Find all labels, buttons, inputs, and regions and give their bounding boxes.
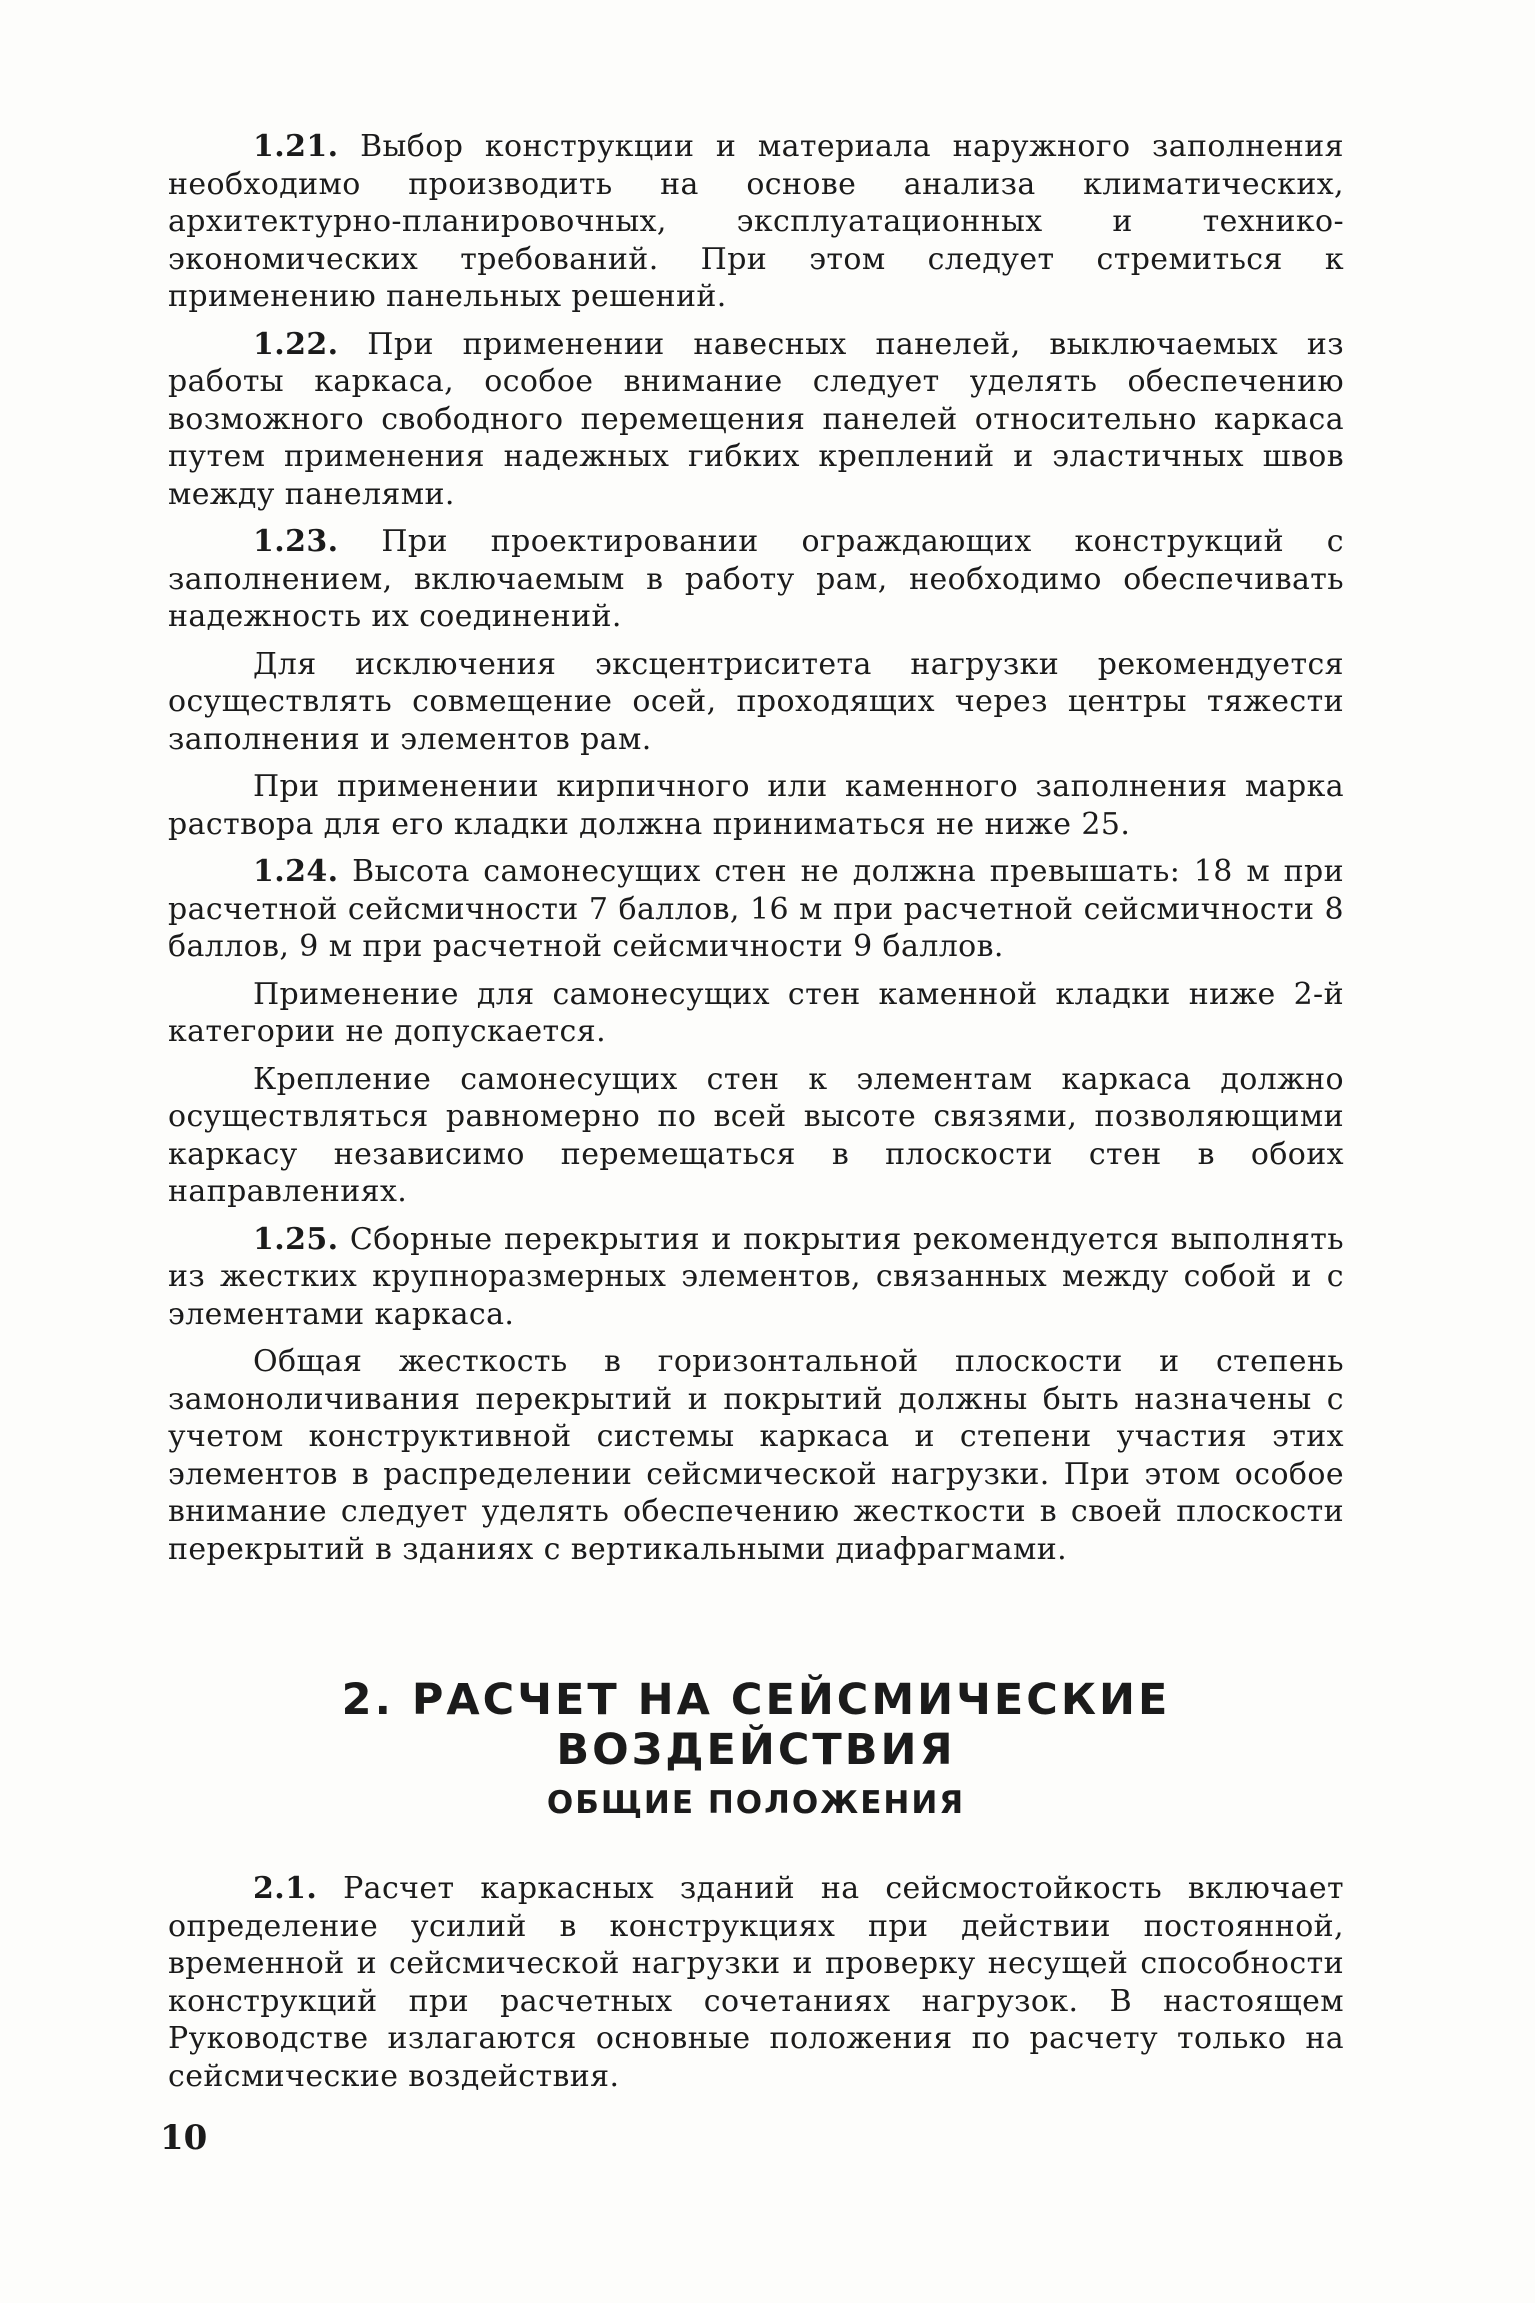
text-block-1 [168,128,1344,1568]
paragraph-text: Для исключения эксцентриситета нагрузки рекомендуется осуществлять совмещение осей, проходящих через центры тяжести заполнения и элементов рам. [168,646,1344,757]
paragraph-1-25-stiffness [168,1343,1344,1568]
subsection-title: ОБЩИЕ ПОЛОЖЕНИЯ [546,1785,966,1821]
paragraph-text: Общая жесткость в горизонтальной плоскости и степень замоноличивания перекрытий и покрытий должны быть назначены с учетом конструктивной системы каркаса и степени участия этих элементов в распределении сейсмической нагрузки. При этом особое внимание следует уделять обеспечению жесткости в своей плоскости перекрытий в зданиях с вертикальными диафрагмами. [168,1344,1344,1567]
paragraph-1-24-masonry [168,976,1344,1051]
clause-number: 1.21. [253,129,339,164]
clause-number: 1.25. [253,1221,339,1257]
clause-number: 1.23. [253,524,339,559]
paragraph-1-25 [168,1221,1344,1334]
text-block-2 [168,1870,1344,2095]
paragraph-1-23 [168,523,1344,636]
paragraph-1-24-fastening [168,1061,1344,1211]
paragraph-1-23-mortar [168,768,1344,843]
paragraph-text: При применении кирпичного или каменного заполнения марка раствора для его кладки должна приниматься не ниже 25. [168,769,1344,842]
clause-number: 1.22. [253,326,339,362]
paragraph-text: Крепление самонесущих стен к элементам каркаса должно осуществляться равномерно по всей высоте связями, позволяющими каркасу независимо перемещаться в плоскости стен в обоих направлениях. [168,1061,1344,1209]
section-title: 2. РАСЧЕТ НА СЕЙСМИЧЕСКИЕ ВОЗДЕЙСТВИЯ [341,1675,1171,1775]
paragraph-1-22 [168,326,1344,514]
page-number: 10 [160,2118,208,2158]
paragraph-text: При проектировании ограждающих конструкций с заполнением, включаемым в работу рам, необходимо обеспечивать надежность их соединений. [168,524,1344,634]
paragraph-1-21 [168,128,1344,316]
paragraph-text: Сборные перекрытия и покрытия рекомендуется выполнять из жестких крупноразмерных элементов, связанных между собой и с элементами каркаса. [168,1221,1345,1332]
paragraph-text: Применение для самонесущих стен каменной кладки ниже 2-й категории не допускается. [168,976,1344,1049]
clause-number: 1.24. [253,854,339,889]
paragraph-text: Выбор конструкции и материала наружного заполнения необходимо производить на основе анализа климатических, архитектурно-планировочных, эксплуатационных и технико-экономических требований. При этом следует стремиться к применению панельных решений. [168,129,1344,314]
clause-number: 2.1. [253,1871,318,1906]
paragraph-2-1 [168,1870,1344,2095]
paragraph-text: Расчет каркасных зданий на сейсмостойкость включает определение усилий в конструкциях при действии постоянной, временной и сейсмической нагрузки и проверку несущей способности конструкций при расчетных сочетаниях нагрузок. В настоящем Руководстве излагаются основные положения по расчету только на сейсмические воздействия. [168,1871,1344,2094]
paragraph-text: При применении навесных панелей, выключаемых из работы каркаса, особое внимание следует уделять обеспечению возможного свободного перемещения панелей относительно каркаса путем применения надежных гибких креплений и эластичных швов между панелями. [168,326,1344,512]
paragraph-1-23-eccentricity [168,646,1344,759]
paragraph-1-24 [168,853,1344,966]
paragraph-text: Высота самонесущих стен не должна превышать: 18 м при расчетной сейсмичности 7 баллов, 16 м при расчетной сейсмичности 8 баллов, 9 м при расчетной сейсмичности 9 баллов. [168,854,1344,964]
